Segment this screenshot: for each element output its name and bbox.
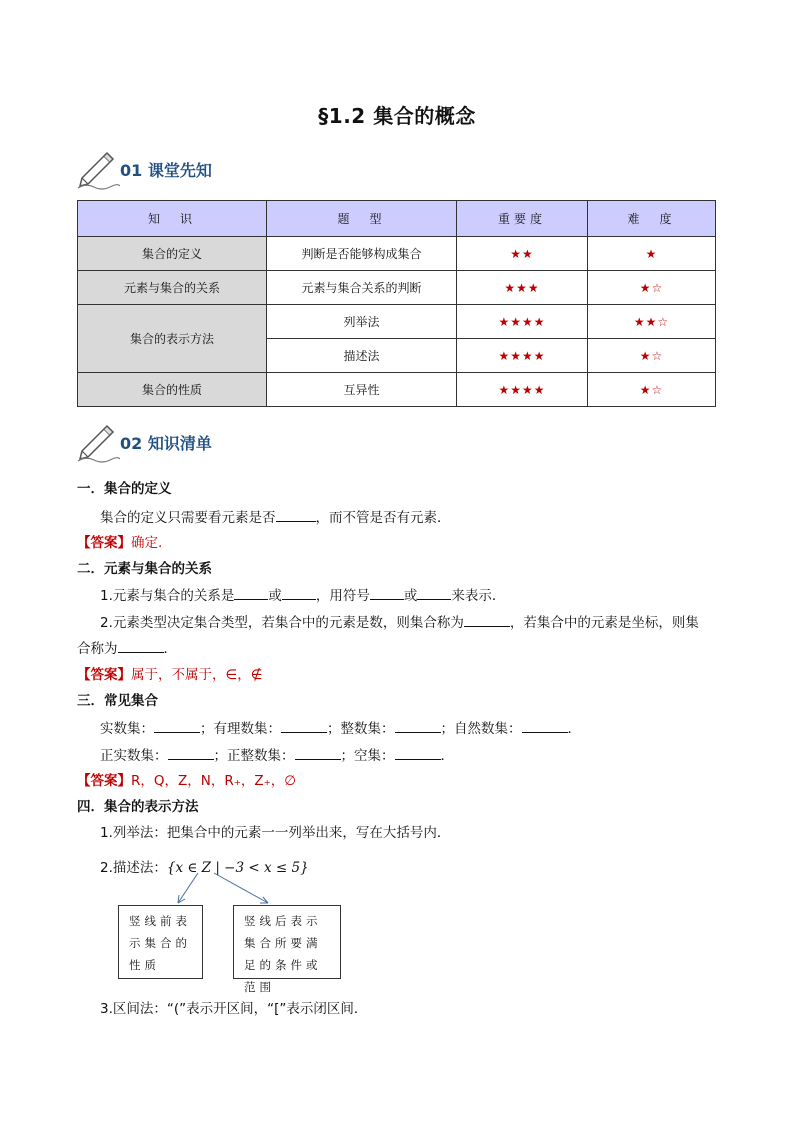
table-header: 知 识 [78,201,267,237]
table-cell-type: 判断是否能够构成集合 [267,237,457,271]
table-cell-importance: ★★★ [457,271,588,305]
text: ；有理数集： [200,721,281,737]
heading-3: 三．常见集合 [77,693,158,709]
set-formula: {x ∈ Z | −3 < x ≤ 5} [166,860,309,876]
section-title: 02 知识清单 [120,434,212,453]
table-cell-importance: ★★★★ [457,373,588,407]
answer-tag: 【答案】 [77,667,131,683]
text: 或 [403,588,418,604]
paragraph-4c: 3.区间法：“(”表示开区间，“[”表示闭区间． [100,1001,368,1017]
heading-4: 四．集合的表示方法 [77,799,199,815]
table-cell-difficulty: ★☆ [588,271,716,305]
table-cell-type: 列举法 [267,305,457,339]
text: ，而不管是否有元素． [315,510,451,526]
table-cell-difficulty: ★☆ [588,339,716,373]
text: 正实数集： [100,748,168,764]
table-cell-importance: ★★★★ [457,339,588,373]
text: 2.元素类型决定集合类型，若集合中的元素是数，则集合称为 [100,615,464,631]
answer-tag: 【答案】 [77,773,131,789]
table-cell-difficulty: ★ [588,237,716,271]
heading-2: 二．元素与集合的关系 [77,561,212,577]
table-cell-topic: 集合的性质 [78,373,267,407]
text: ，若集合中的元素是坐标，则集 [509,615,699,631]
text: 合称为 [77,641,118,657]
page-title: §1.2 集合的概念 [318,104,476,128]
table-cell-topic: 元素与集合的关系 [78,271,267,305]
table-cell-type: 元素与集合关系的判断 [267,271,457,305]
table-header: 难 度 [588,201,716,237]
answer-text: R，Q，Z，N，R₊，Z₊，∅ [131,773,296,789]
text: 或 [268,588,282,604]
note-box-right: 竖线后表示集合所要满足的条件或范围 [233,905,341,979]
table-header: 题 型 [267,201,457,237]
table-cell-type: 互异性 [267,373,457,407]
answer-tag: 【答案】 [77,535,131,551]
arrow-line-left [178,873,198,903]
section-title: 01 课堂先知 [120,161,212,180]
answer-text: 属于，不属于，∈，∉ [131,667,263,683]
paragraph-4a: 1.列举法：把集合中的元素一一列举出来，写在大括号内． [100,825,451,841]
text: 2.描述法： [100,860,167,876]
text: ． [567,721,581,737]
table-cell-importance: ★★ [457,237,588,271]
text: ；整数集： [327,721,395,737]
note-box-left: 竖线前表示集合的性质 [118,905,203,979]
text: ；正整数集： [213,748,295,764]
table-cell-topic: 集合的表示方法 [78,305,267,373]
table-cell-topic: 集合的定义 [78,237,267,271]
text: ；自然数集： [440,721,522,737]
text: ． [163,641,177,657]
table-header: 重要度 [457,201,588,237]
text: ． [440,748,454,764]
heading-1: 一．集合的定义 [77,481,172,497]
text: ，用符号 [315,588,370,604]
table-cell-difficulty: ★★☆ [588,305,716,339]
arrow-head-right [260,897,268,903]
text: 1.元素与集合的关系是 [100,588,235,604]
text: 来表示． [451,588,506,604]
text: ；空集： [340,748,395,764]
answer-text: 确定. [131,535,163,551]
table-cell-type: 描述法 [267,339,457,373]
arrow-line-right [214,873,268,903]
text: 集合的定义只需要看元素是否 [100,510,276,526]
table-cell-importance: ★★★★ [457,305,588,339]
table-cell-difficulty: ★☆ [588,373,716,407]
text: 实数集： [100,721,154,737]
